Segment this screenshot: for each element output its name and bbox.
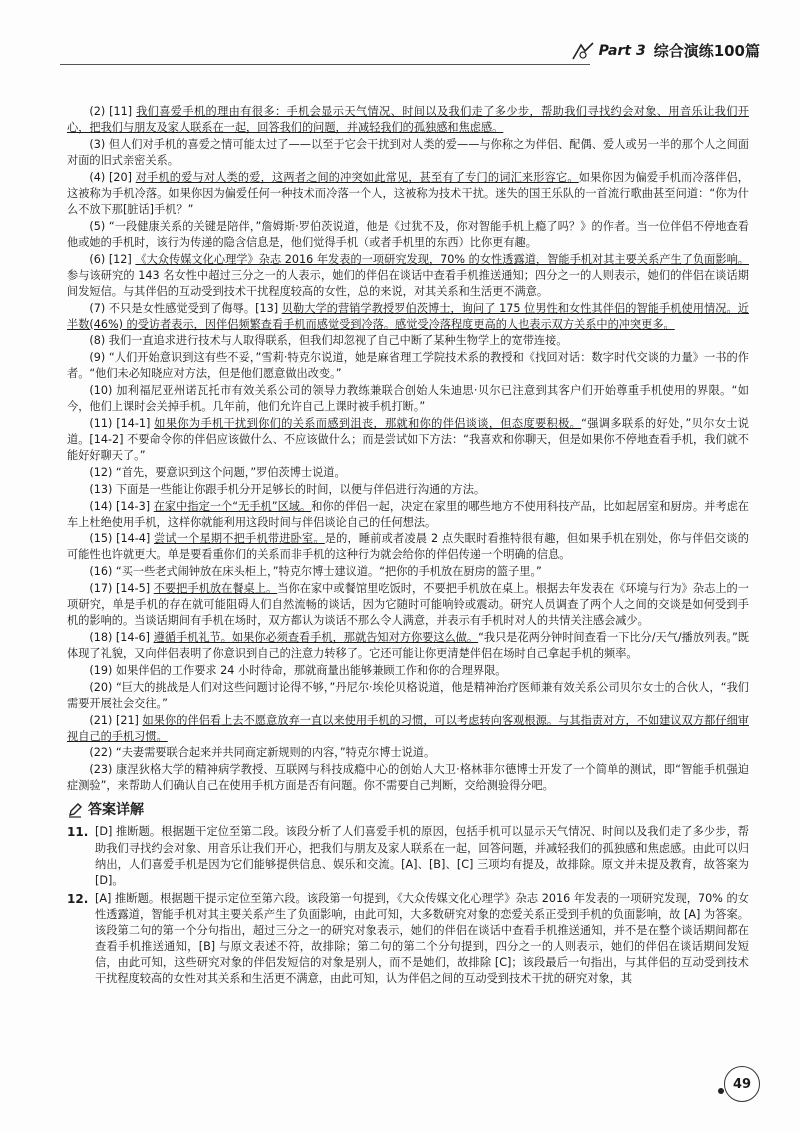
paragraph-text: (12) “首先，要意识到这个问题，”罗伯茨博士说道。 bbox=[89, 465, 346, 479]
underlined-text: 不要把手机放在餐桌上。 bbox=[153, 582, 278, 596]
header-part: Part 3 bbox=[598, 42, 646, 59]
article-paragraph bbox=[67, 531, 749, 563]
paragraph-text: 当你在家中或餐馆里吃饭时，不要把手机放在桌上。根据去年发表在《环境与行为》杂志上的一项研究，单是手机的存在就可能阻碍人们自然流畅的谈话，因为它随时可能响铃或震动。研究人员调查了两个人之间的交谈是如何受到手机的影响的。当谈话期间有手机在场时，双方都认为谈话不那么令人满意，并表示有手机时对人的共情关注感会减少。 bbox=[67, 582, 749, 628]
article-paragraph bbox=[67, 564, 749, 580]
article-paragraph bbox=[67, 383, 749, 415]
article-paragraph bbox=[67, 499, 749, 531]
paragraph-text: (16) “买一些老式闹钟放在床头柜上，”特克尔博士建议道。“把你的手机放在厨房的篮子里。” bbox=[89, 565, 542, 579]
pen-icon bbox=[67, 802, 83, 818]
paragraph-text: 是的，睡前或者凌晨 2 点失眠时看推特很有趣，但如果手机在别处，你与伴侣交谈的可能性也许就更大。单是要看重你们的关系而非手机的这种行为就会给你的伴侣传递一个明确的信息。 bbox=[67, 532, 749, 562]
article-paragraph bbox=[67, 301, 749, 333]
paragraph-text: 如果你因为偏爱手机而冷落伴侣，这被称为手机冷落。如果你因为偏爱任何一种技术而冷落一个人，这被称为技术干扰。迷失的国王乐队的一首流行歌曲甚至问道：“你为什么不放下那[脏话]手机？” bbox=[67, 170, 749, 216]
paragraph-text: (7) 不只是女性感觉受到了侮辱。[13] bbox=[89, 301, 282, 315]
article-paragraph bbox=[67, 170, 749, 218]
answer-text: [A] 推断题。根据题干提示定位至第六段。该段第一句提到，《大众传媒文化心理学》杂志 2016 年发表的一项研究发现，70% 的女性透露道，智能手机对其主要关系产生了负面影响，由此可知，大多数研究对象的恋爱关系正受到手机的负面影响，故 [A] 为答案。该段第二句的第一个分句指出，超过三分之一的研究对象表示，她们的伴侣在谈话中查看手机推送通知，并不是在整个谈话期间都在查看手机推送通知，[B] 与原文表述不符，故排除；第二句的第二个分句提到，四分之一的人则表示，她们的伴侣在谈话期间发短信，由此可知，这些研究对象的伴侣发短信的对象是别人，而不是她们，故排除 [C]；该段最后一句指出，与其伴侣的互动受到技术干扰程度较高的女性对其关系和生活更不满意，由此可知，认为伴侣之间的互动受到技术干扰的研究对象，其 bbox=[95, 891, 749, 986]
paragraph-text: (22) “夫妻需要联合起来并共同商定新规则的内容，”特克尔博士说道。 bbox=[89, 746, 436, 760]
part-logo-icon bbox=[571, 41, 595, 61]
article-paragraph bbox=[67, 713, 749, 745]
article-paragraph bbox=[67, 762, 749, 794]
article-paragraph bbox=[67, 630, 749, 662]
paragraph-text: 参与该研究的 143 名女性中超过三分之一的人表示，她们的伴侣在谈话中查看手机推送通知；四分之一的人则表示，她们的伴侣在谈话期间发短信。与其伴侣的互动受到技术干扰程度较高的女性，总的来说，对其关系和生活更不满意。 bbox=[67, 268, 749, 298]
underlined-text: 如果你为手机干扰到你们的关系而感到沮丧，那就和你的伴侣谈谈，但态度要积极。 bbox=[154, 416, 582, 430]
paragraph-text: (8) 我们一直追求进行技术与人取得联系，但我们却忽视了自己中断了某种生物学上的宽带连接。 bbox=[89, 334, 568, 348]
paragraph-text: (10) 加利福尼亚州诺瓦托市有效关系公司的领导力教练兼联合创始人朱迪思·贝尔已注意到其客户们开始尊重手机使用的界限。“如今，他们上课时会关掉手机。几年前，他们允许自己上课时被手机打断。” bbox=[67, 384, 749, 414]
underlined-text: 尝试一个星期不把手机带进卧室。 bbox=[153, 532, 325, 546]
answer-number: 11. bbox=[67, 825, 89, 840]
article-content bbox=[67, 104, 749, 989]
article-paragraph bbox=[67, 745, 749, 761]
underlined-text: 遵循手机礼节。如果你必须查看手机，那就告知对方你要这么做。 bbox=[153, 631, 479, 644]
paragraph-text: (18) [14-6] bbox=[89, 631, 154, 644]
answer-item bbox=[67, 891, 749, 988]
article-paragraph bbox=[67, 581, 749, 629]
article-paragraph bbox=[67, 416, 749, 464]
answers-title: 答案详解 bbox=[88, 802, 144, 819]
article-paragraph bbox=[67, 482, 749, 498]
paragraph-text: (14) [14-3] bbox=[89, 499, 154, 513]
underlined-text: 贝勒大学的营销学教授罗伯茨博士，询问了 175 位男性和女性其伴侣的智能手机使用情况。近半数(46%) 的受访者表示，因伴侣频繁查看手机而感觉受到冷落。感觉受冷落程度更高的人也表示双方关系中的冲突更多。 bbox=[67, 301, 749, 331]
page-header bbox=[60, 38, 760, 66]
article-paragraph bbox=[67, 252, 749, 300]
underlined-text: 在家中指定一个“无手机”区域。 bbox=[153, 499, 312, 513]
page-dot bbox=[718, 1088, 724, 1094]
paragraph-text: (13) 下面是一些能让你跟手机分开足够长的时间，以便与伴侣进行沟通的方法。 bbox=[89, 482, 486, 496]
article-paragraph bbox=[67, 137, 749, 169]
answer-number: 12. bbox=[67, 891, 89, 906]
paragraph-text: (6) [12] bbox=[89, 252, 136, 266]
paragraph-text: (19) 如果伴侣的工作要求 24 小时待命，那就商量出能够兼顾工作和你的合理界限。 bbox=[89, 663, 507, 677]
paragraph-text: (20) “巨大的挑战是人们对这些问题讨论得不够，”丹尼尔·埃伦贝格说道，他是精神治疗医师兼有效关系公司贝尔女士的合伙人，“我们需要开展社会交往。” bbox=[67, 680, 749, 710]
article-paragraph bbox=[67, 350, 749, 382]
paragraph-text: (5) “一段健康关系的关键是陪伴，”詹姆斯·罗伯茨说道，他是《过犹不及，你对智能手机上瘾了吗？》的作者。当一位伴侣不停地查看他或她的手机时，该行为传递的隐含信息是，他们觉得手机（或者手机里的东西）比你更有趣。 bbox=[67, 219, 749, 249]
paragraph-text: (2) [11] bbox=[89, 105, 137, 118]
header-rule bbox=[60, 64, 590, 65]
answers-heading bbox=[67, 802, 749, 818]
answers-list bbox=[67, 824, 749, 987]
header-title bbox=[571, 40, 760, 61]
underlined-text: 我们喜爱手机的理由有很多：手机会显示天气情况、时间以及我们走了多少步，帮助我们寻找约会对象、用音乐让我们开心，把我们与朋友及家人联系在一起，回答我们的问题，并减轻我们的孤独感和焦虑感。 bbox=[67, 105, 749, 135]
article-paragraphs bbox=[67, 104, 749, 794]
paragraph-text: “强调多联系的好处，”贝尔女士说道。[14-2] 不要命令你的伴侣应该做什么、不应该做什么；而是尝试如下方法：“我喜欢和你聊天，但是如果你不停地查看手机，我们就不能好好聊天了。” bbox=[67, 416, 749, 463]
article-paragraph bbox=[67, 465, 749, 481]
paragraph-text: 和你的伴侣一起，决定在家里的哪些地方不使用科技产品，比如起居室和厨房。并考虑在车上杜绝使用手机，这样你就能利用这段时间与伴侣谈论自己的任何想法。 bbox=[67, 499, 749, 529]
paragraph-text: (11) [14-1] bbox=[89, 416, 155, 430]
paragraph-text: (23) 康涅狄格大学的精神病学教授、互联网与科技成瘾中心的创始人大卫·格林菲尔德博士开发了一个简单的测试，即“智能手机强迫症测验”，来帮助人们确认自己在使用手机方面是否有问题。你不需要自己判断，交给测验得分吧。 bbox=[67, 763, 749, 793]
paragraph-text: (9) “人们开始意识到这有些不妥，”雪莉·特克尔说道，她是麻省理工学院技术系的教授和《找回对话：数字时代交谈的力量》一书的作者。“他们未必知晓应对方法，但是他们愿意做出改变。” bbox=[67, 351, 749, 381]
paragraph-text: (21) [21] bbox=[89, 713, 143, 727]
page-number: 49 bbox=[724, 1066, 760, 1102]
article-paragraph bbox=[67, 219, 749, 251]
article-paragraph bbox=[67, 333, 749, 349]
underlined-text: 对手机的爱与对人类的爱，这两者之间的冲突如此常见，甚至有了专门的词汇来形容它。 bbox=[135, 170, 579, 184]
article-paragraph bbox=[67, 104, 749, 136]
article-paragraph bbox=[67, 663, 749, 679]
underlined-text: 如果你的伴侣看上去不愿意放弃一直以来使用手机的习惯，可以考虑转向客观根源。与其指责对方，不如建议双方都仔细审视自己的手机习惯。 bbox=[67, 713, 749, 743]
paragraph-text: (15) [14-4] bbox=[89, 532, 154, 546]
article-paragraph bbox=[67, 680, 749, 712]
paragraph-text: “我只是花两分钟时间查看一下比分/天气/播放列表。”既体现了礼貌，又向伴侣表明了你意识到自己的注意力转移了。它还可能让你更清楚伴侣在场时自己拿起手机的频率。 bbox=[67, 631, 749, 661]
paragraph-text: (4) [20] bbox=[89, 170, 136, 184]
underlined-text: 《大众传媒文化心理学》杂志 2016 年发表的一项研究发现，70% 的女性透露道，智能手机对其主要关系产生了负面影响。 bbox=[135, 252, 749, 266]
answer-item bbox=[67, 824, 749, 888]
answer-text: [D] 推断题。根据题干定位至第二段。该段分析了人们喜爱手机的原因，包括手机可以显示天气情况、时间以及我们走了多少步，帮助我们寻找约会对象、用音乐让我们开心，把我们与朋友及家人联系在一起，回答问题，并减轻我们的孤独感和焦虑感。由此可以归纳出，人们喜爱手机是因为它们能够提供信息、娱乐和交流。[A]、[B]、[C] 三项均有提及，故排除。原文并未提及教育，故答案为 [D]。 bbox=[95, 825, 749, 887]
paragraph-text: (3) 但人们对手机的喜爱之情可能太过了——以至于它会干扰到对人类的爱——与你称之为伴侣、配偶、爱人或另一半的那个人之间面对面的旧式亲密关系。 bbox=[67, 137, 749, 167]
header-title-text: 综合演练100篇 bbox=[653, 42, 760, 60]
paragraph-text: (17) [14-5] bbox=[89, 582, 154, 596]
